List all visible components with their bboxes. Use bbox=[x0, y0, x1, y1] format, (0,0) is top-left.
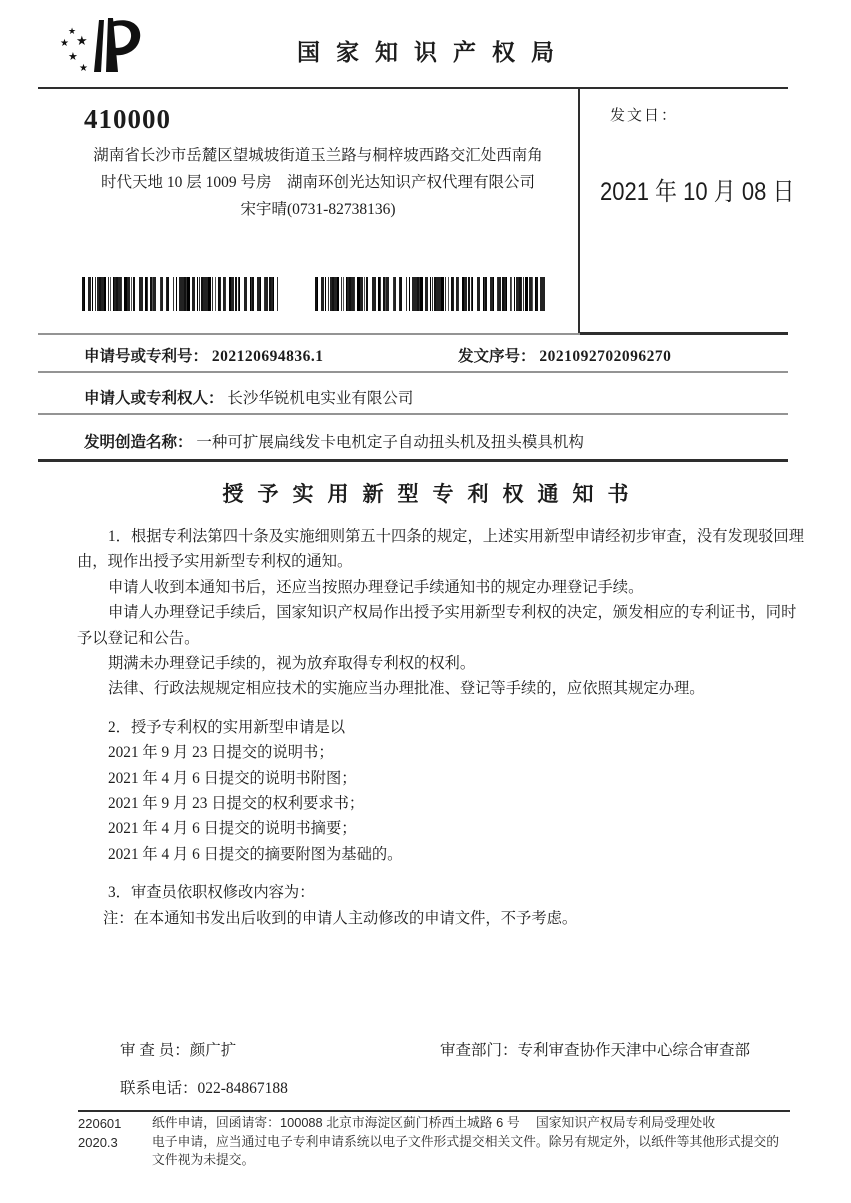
svg-text:★: ★ bbox=[68, 51, 78, 63]
form-version: 2020.3 bbox=[78, 1134, 118, 1150]
form-code: 220601 bbox=[78, 1116, 122, 1131]
body-line: 由，现作出授予实用新型专利权的通知。 bbox=[77, 553, 353, 571]
svg-text:★: ★ bbox=[76, 33, 88, 48]
department-label: 审查部门： bbox=[440, 1042, 518, 1059]
footer-note-line: 文件视为未提交。 bbox=[152, 1152, 255, 1167]
notice-title: 授予实用新型专利权通知书 bbox=[222, 483, 643, 506]
body-line: 2021 年 9 月 23 日提交的说明书； bbox=[108, 744, 334, 762]
form-codes bbox=[78, 1115, 121, 1152]
table-rule bbox=[38, 371, 788, 373]
paragraph-1 bbox=[77, 524, 805, 702]
dispatch-box-left-border bbox=[578, 88, 580, 334]
body-line: 1．根据专利法第四十条及实施细则第五十四条的规定，上述实用新型申请经初步审查，没有发现驳回理 bbox=[108, 528, 805, 545]
table-top-rule bbox=[38, 333, 580, 335]
body-line: 2021 年 9 月 23 日提交的权利要求书； bbox=[108, 795, 365, 813]
footer-note-line: 电子申请，应当通过电子专利申请系统以电子文件形式提交相关文件。除另有规定外，以纸件等其他形式提交的 bbox=[152, 1133, 780, 1149]
agency-name: 国家知识产权局 bbox=[297, 39, 570, 65]
paragraph-3 bbox=[77, 880, 792, 931]
department-field bbox=[440, 1038, 750, 1060]
body-line: 法律、行政法规规定相应技术的实施应当办理批准、登记等手续的，应依照其规定办理。 bbox=[108, 680, 705, 698]
body-line: 期满未办理登记手续的，视为放弃取得专利权的权利。 bbox=[108, 655, 476, 673]
barcode-application bbox=[82, 277, 278, 311]
svg-text:★: ★ bbox=[68, 26, 77, 36]
footer-notes bbox=[152, 1114, 800, 1170]
applicant-label: 申请人或专利权人： bbox=[84, 390, 224, 407]
phone-field bbox=[120, 1076, 288, 1098]
address-line: 宋宇晴(0731-82738136) bbox=[240, 201, 396, 218]
address-line: 湖南省长沙市岳麓区望城坡街道玉兰路与桐梓坡西路交汇处西南角 bbox=[93, 147, 543, 164]
body-line: 3．审查员依职权修改内容为： bbox=[108, 884, 315, 902]
paragraph-2 bbox=[77, 715, 792, 867]
phone-number: 022-84867188 bbox=[197, 1080, 288, 1097]
dispatch-number-field bbox=[458, 344, 671, 366]
body-line: 2021 年 4 月 6 日提交的说明书摘要； bbox=[108, 820, 357, 838]
invention-title-field bbox=[84, 430, 584, 452]
footer-rule bbox=[78, 1110, 790, 1112]
table-rule bbox=[38, 413, 788, 415]
dispatch-number-value: 2021092702096270 bbox=[539, 348, 672, 365]
svg-text:★: ★ bbox=[79, 63, 88, 74]
applicant-field bbox=[84, 386, 413, 408]
header-rule bbox=[38, 87, 788, 89]
address-line: 时代天地 10 层 1009 号房 湖南环创光达知识产权代理有限公司 bbox=[100, 174, 535, 191]
phone-label: 联系电话： bbox=[120, 1080, 198, 1097]
body-line: 2021 年 4 月 6 日提交的说明书附图； bbox=[108, 769, 357, 787]
footer-note-line: 纸件申请，回函请寄：100088 北京市海淀区蓟门桥西土城路 6 号 国家知识产权局专利局受理处收 bbox=[152, 1115, 716, 1130]
body-line: 注：在本通知书发出后收到的申请人主动修改的申请文件，不予考虑。 bbox=[103, 909, 578, 927]
examiner-name: 颜广扩 bbox=[189, 1042, 237, 1059]
application-number-value: 202120694836.1 bbox=[211, 348, 324, 365]
body-line: 申请人办理登记手续后，国家知识产权局作出授予实用新型专利权的决定，颁发相应的专利证书，同时 bbox=[108, 604, 797, 622]
notice-body bbox=[77, 524, 805, 944]
body-line: 2．授予专利权的实用新型申请是以 bbox=[108, 718, 346, 736]
body-line: 申请人收到本通知书后，还应当按照办理登记手续通知书的规定办理登记手续。 bbox=[108, 578, 644, 596]
body-line: 予以登记和公告。 bbox=[77, 629, 200, 647]
dispatch-number-label: 发文序号： bbox=[458, 348, 536, 365]
dispatch-box-bottom-border bbox=[578, 332, 788, 335]
table-bottom-rule bbox=[38, 459, 788, 462]
applicant-value: 长沙华锐机电实业有限公司 bbox=[227, 390, 414, 407]
body-line: 2021 年 4 月 6 日提交的摘要附图为基础的。 bbox=[108, 845, 403, 863]
svg-text:★: ★ bbox=[60, 38, 69, 49]
invention-title-label: 发明创造名称： bbox=[84, 434, 193, 451]
application-number-field bbox=[84, 344, 324, 366]
dispatch-date-value: 2021 年 10 月 08 日 bbox=[600, 178, 795, 206]
invention-title-value: 一种可扩展扁线发卡电机定子自动扭头机及扭头模具机构 bbox=[196, 434, 584, 451]
mailing-address bbox=[72, 142, 564, 223]
barcode-dispatch bbox=[315, 277, 545, 311]
examiner-label: 审 查 员： bbox=[120, 1042, 190, 1059]
examiner-field bbox=[120, 1038, 236, 1060]
dispatch-date-label: 发文日： bbox=[610, 108, 679, 124]
postal-code: 410000 bbox=[84, 104, 171, 134]
department-name: 专利审查协作天津中心综合审查部 bbox=[517, 1042, 751, 1059]
application-number-label: 申请号或专利号： bbox=[84, 348, 209, 365]
